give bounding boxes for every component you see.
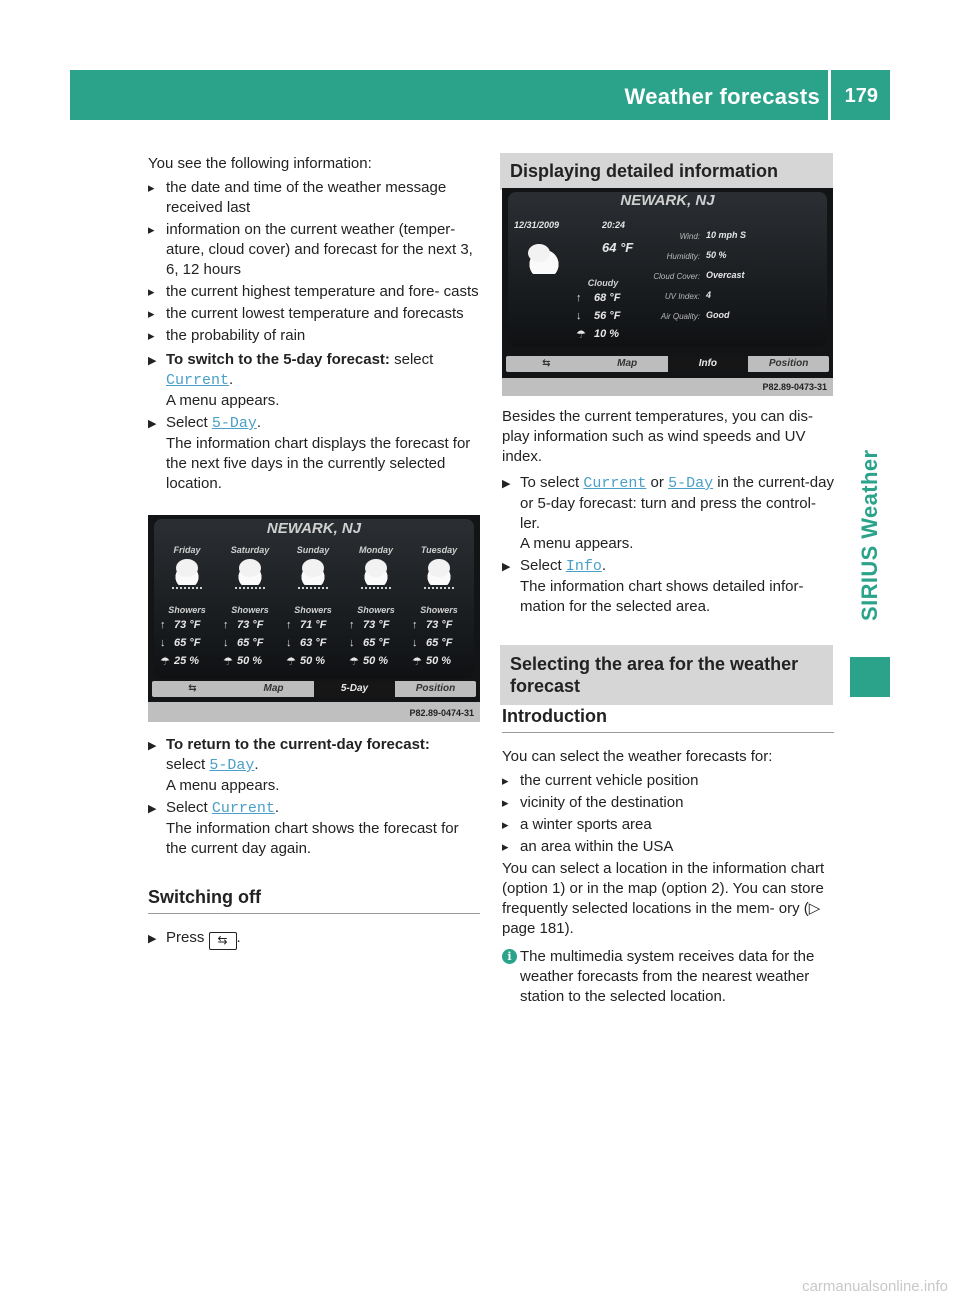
body-text: Besides the current temperatures, you can dis- play information such as wind speeds and UV index. <box>502 408 813 465</box>
day-low: 63 °F <box>300 637 327 649</box>
menu-position[interactable]: Position <box>415 683 456 694</box>
day-high: 73 °F <box>174 619 201 631</box>
low-temp: 56 °F <box>594 310 621 322</box>
day-high: 71 °F <box>300 619 327 631</box>
figure-caption: P82.89-0474-31 <box>409 708 474 718</box>
instruction-step: ▶ To return to the current-day forecast: select 5-Day. A menu appears. <box>148 735 480 796</box>
time: 20:24 <box>602 220 626 230</box>
day-low: 65 °F <box>426 637 453 649</box>
note <box>502 947 834 1007</box>
day-low: 65 °F <box>363 637 390 649</box>
menu-option-5day[interactable]: 5-Day <box>211 415 257 432</box>
current-temp: 64 °F <box>602 240 634 255</box>
step-text: or <box>646 474 669 491</box>
menu-map[interactable]: Map <box>263 683 284 694</box>
detail-value: Overcast <box>706 270 745 280</box>
note-text: The multimedia system receives data for the weather forecasts from the nearest weather station to the selected location. <box>520 948 815 1005</box>
back-icon[interactable]: ⇆ <box>188 683 197 694</box>
step-result: The information chart displays the forecast for the next five days in the currently selected location. <box>166 435 471 492</box>
step-result: A menu appears. <box>520 535 634 552</box>
showers-icon <box>170 565 204 585</box>
day-rain: 50 % <box>363 655 389 667</box>
cloudy-icon <box>522 250 566 274</box>
detail-label: Humidity: <box>666 252 700 261</box>
day-rain: 50 % <box>237 655 263 667</box>
instruction-step: ▶ To switch to the 5-day forecast: select Current. A menu appears. <box>148 350 480 411</box>
step-result: The information chart shows the forecast for the current day again. <box>166 820 459 857</box>
detailed-info-screenshot: NEWARK, NJ 12/31/2009 20:24 64 °F Cloudy ↑ 68 °F ↓ 56 °F ☂ 10 % Wind: 10 mph S Humidity: 50 % Cloud Cover: Overcast UV Index: 4 Air Quality: Good ⇆ Map Info Position P82.89-0473-31 <box>502 188 833 396</box>
left-column-lower <box>148 735 480 950</box>
step-result: A menu appears. <box>166 777 280 794</box>
menu-info[interactable]: Info <box>668 356 749 372</box>
instruction-step: ▶ Select 5-Day. The information chart displays the forecast for the next five days in the currently selected location. <box>148 413 480 494</box>
day-high: 73 °F <box>426 619 453 631</box>
menu-position[interactable]: Position <box>768 358 809 369</box>
figure-caption: P82.89-0473-31 <box>762 382 827 392</box>
detail-label: UV Index: <box>664 292 700 301</box>
showers-icon <box>422 565 456 585</box>
umbrella-icon: ☂ <box>286 656 296 668</box>
rain-chance: 10 % <box>594 328 620 340</box>
day-condition: Showers <box>294 605 332 615</box>
showers-icon <box>296 565 330 585</box>
umbrella-icon: ☂ <box>349 656 359 668</box>
day-low: 65 °F <box>174 637 201 649</box>
menu-option-5day[interactable]: 5-Day <box>209 757 255 774</box>
right-column-lower <box>502 706 834 1007</box>
back-button-icon: ⇆ <box>209 932 237 950</box>
menu-option-current[interactable]: Current <box>211 800 275 817</box>
up-arrow-icon: ↑ <box>223 619 229 631</box>
down-arrow-icon: ↓ <box>223 637 229 649</box>
step-heading: To return to the current-day forecast: <box>166 736 430 753</box>
five-day-forecast-screenshot <box>148 515 480 722</box>
info-icon: i <box>502 949 517 964</box>
up-arrow-icon: ↑ <box>286 619 292 631</box>
instruction-step <box>502 473 834 554</box>
list-item: ▸ an area within the USA <box>502 837 834 857</box>
umbrella-icon: ☂ <box>160 656 170 668</box>
list-item: ▸ the probability of rain <box>148 326 480 346</box>
detail-value: 10 mph S <box>706 230 747 240</box>
step-heading: To switch to the 5-day forecast: <box>166 351 390 368</box>
watermark: carmanualsonline.info <box>802 1278 948 1295</box>
step-text: select <box>166 756 210 773</box>
condition: Cloudy <box>587 278 619 288</box>
rain-icon <box>361 587 391 595</box>
right-column <box>502 407 834 617</box>
chapter-title: Weather forecasts <box>624 84 820 109</box>
step-text: To select <box>520 474 584 491</box>
step-text: in the current-day or 5-day forecast: turn and press the control- ler. <box>520 474 834 532</box>
down-arrow-icon: ↓ <box>349 637 355 649</box>
detail-label: Wind: <box>679 232 700 241</box>
side-tab-marker <box>850 657 890 697</box>
menu-option-5day[interactable]: 5-Day <box>668 475 714 492</box>
subsection-heading: Introduction <box>502 706 834 733</box>
rain-icon <box>424 587 454 595</box>
page-header <box>70 70 890 120</box>
day-name: Friday <box>173 545 201 555</box>
day-rain: 25 % <box>174 655 200 667</box>
menu-bar <box>152 681 476 697</box>
body-text: You can select the weather forecasts for: <box>502 748 773 765</box>
section-title-detailed: Displaying detailed information <box>500 153 833 190</box>
list-item: ▸ vicinity of the destination <box>502 793 834 813</box>
day-condition: Showers <box>357 605 395 615</box>
menu-option-info[interactable]: Info <box>565 558 602 575</box>
down-arrow-icon: ↓ <box>286 637 292 649</box>
date: 12/31/2009 <box>514 220 560 230</box>
day-low: 65 °F <box>237 637 264 649</box>
list-item: ▸ a winter sports area <box>502 815 834 835</box>
rain-icon <box>298 587 328 595</box>
back-icon[interactable]: ⇆ <box>542 358 551 369</box>
umbrella-icon: ☂ <box>412 656 422 668</box>
list-item: ▸ information on the current weather (temper- ature, cloud cover) and forecast for the next 3, 6, 12 hours <box>148 220 480 280</box>
city-name: NEWARK, NJ <box>266 520 362 537</box>
detail-value: Good <box>706 310 730 320</box>
page-number: 179 <box>844 85 878 107</box>
up-arrow-icon: ↑ <box>349 619 355 631</box>
umbrella-icon: ☂ <box>223 656 233 668</box>
up-arrow-icon: ↑ <box>412 619 418 631</box>
instruction-step: ▶ Press ⇆ . <box>148 928 480 950</box>
list-item: ▸ the date and time of the weather message received last <box>148 178 480 218</box>
detail-label: Cloud Cover: <box>653 272 700 281</box>
intro-text: You see the following information: <box>148 155 372 172</box>
day-name: Monday <box>358 545 393 555</box>
step-result: A menu appears. <box>166 392 280 409</box>
menu-5day[interactable]: 5-Day <box>314 681 395 697</box>
menu-bar <box>506 356 829 372</box>
day-name: Sunday <box>296 545 330 555</box>
body-text: You can select a location in the information chart (option 1) or in the map (option 2). You can store frequently selected locations in the mem- ory (▷ page 181). <box>502 860 825 937</box>
day-high: 73 °F <box>237 619 264 631</box>
day-rain: 50 % <box>300 655 326 667</box>
instruction-step: ▶ Select Info. The information chart shows detailed infor- mation for the selected area. <box>502 556 834 617</box>
section-title-area: Selecting the area for the weather forecast <box>500 645 833 705</box>
left-column <box>148 154 480 494</box>
step-text: Select <box>166 799 212 816</box>
instruction-step: ▶ Select Current. The information chart shows the forecast for the current day again. <box>148 798 480 859</box>
side-tab-label: SIRIUS Weather <box>857 449 882 621</box>
day-condition: Showers <box>231 605 269 615</box>
day-high: 73 °F <box>363 619 390 631</box>
day-condition: Showers <box>420 605 458 615</box>
detail-value: 4 <box>706 290 712 300</box>
day-name: Saturday <box>230 545 270 555</box>
step-text: Select <box>166 414 212 431</box>
step-result: The information chart shows detailed infor- mation for the selected area. <box>520 578 804 615</box>
day-rain: 50 % <box>426 655 452 667</box>
day-condition: Showers <box>168 605 206 615</box>
menu-option-current[interactable]: Current <box>583 475 647 492</box>
header-divider <box>828 70 831 120</box>
rain-icon <box>172 587 202 595</box>
rain-icon <box>235 587 265 595</box>
day-name: Tuesday <box>420 545 458 555</box>
detail-value: 50 % <box>706 250 727 260</box>
showers-icon <box>359 565 393 585</box>
step-text: Select <box>520 557 566 574</box>
detail-label: Air Quality: <box>660 312 700 321</box>
high-temp: 68 °F <box>594 292 621 304</box>
list-item: ▸ the current highest temperature and fore- casts <box>148 282 480 302</box>
step-text: select <box>389 351 434 368</box>
section-heading: Switching off <box>148 887 480 914</box>
list-item: ▸ the current lowest temperature and forecasts <box>148 304 480 324</box>
step-text: Press <box>166 929 205 946</box>
list-item: ▸ the current vehicle position <box>502 771 834 791</box>
showers-icon <box>233 565 267 585</box>
down-arrow-icon: ↓ <box>160 637 166 649</box>
city-name: NEWARK, NJ <box>620 192 715 209</box>
menu-map[interactable]: Map <box>617 358 638 369</box>
up-arrow-icon: ↑ <box>160 619 166 631</box>
menu-option-current[interactable]: Current <box>166 372 230 389</box>
down-arrow-icon: ↓ <box>412 637 418 649</box>
